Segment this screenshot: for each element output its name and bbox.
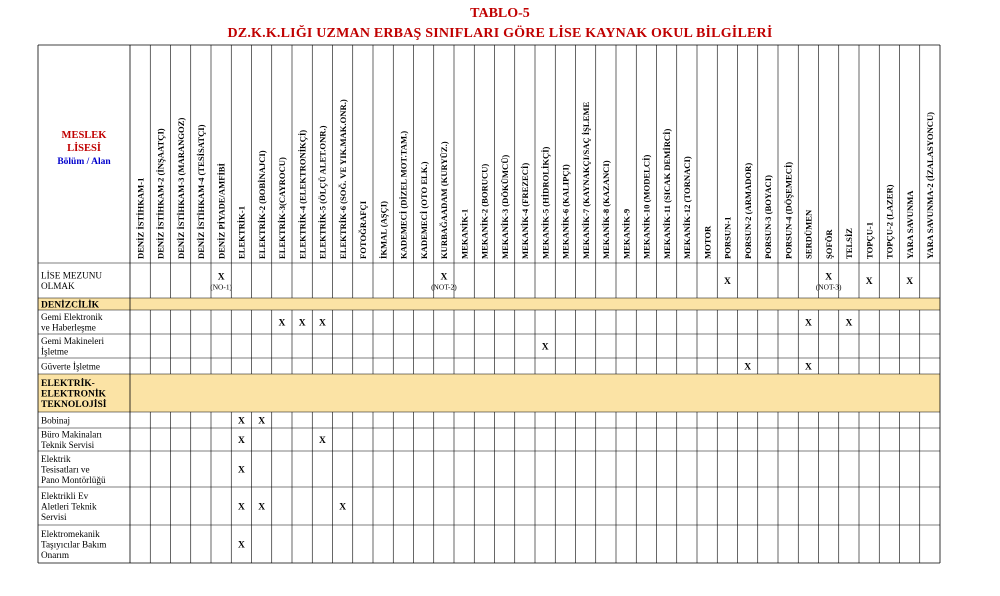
column-header: TOPÇU-2 (LAZER) [884,184,895,259]
column-header: MEKANİK-7 (KAYNAKÇI/SAÇ İŞLEME [580,101,591,259]
column-header: ELEKTRİK-2 (BOBİNAJCI) [256,150,267,259]
column-header: PORSUN-1 [722,216,733,259]
column-header: MEKANİK-1 [459,208,470,259]
mark-x: X [298,318,306,329]
row-label: Elektromekanik [41,528,100,539]
section-fill [38,374,940,412]
mark-x: X [865,277,873,287]
mark-x: X [258,502,266,513]
section-label: TEKNOLOJİSİ [41,399,107,410]
row-label: Gemi Elektronik [41,312,103,322]
column-header: PORSUN-4 (DÖŞEMECİ) [783,161,794,259]
column-header: MEKANİK-4 (FREZECİ) [520,162,531,259]
column-header: ŞOFÖR [823,229,834,259]
row-label: LİSE MEZUNU [41,270,102,281]
row-label: Pano Montörlüğü [41,474,106,485]
row-label: Teknik Servisi [41,440,95,450]
column-header: MOTOR [702,225,713,259]
mark-x: X [217,272,225,283]
mark-x: X [237,416,245,427]
column-header: DENİZ PİYADE/AMFİBİ [216,163,227,259]
table-title: DZ.K.K.LIĞI UZMAN ERBAŞ SINIFLARI GÖRE LİSE KAYNAK OKUL BİLGİLERİ [227,26,773,41]
row-label: Aletleri Teknik [41,501,97,512]
mark-x: X [278,318,286,329]
mark-x: X [723,277,731,287]
mark-x: X [845,318,853,329]
row-label: Bobinaj [41,415,71,426]
column-header: DENİZ İSTİHKAM-4 (TESİSATÇI) [196,124,207,259]
row-label: Gemi Makineleri [41,336,105,346]
mark-x: X [804,362,812,373]
column-header: DENİZ İSTİHKAM-2 (İNŞAATÇI) [155,128,166,259]
mark-x: X [237,465,245,476]
table-number: TABLO-5 [470,6,530,21]
column-header: MEKANİK-3 (DÖKÜMCÜ) [499,154,510,259]
column-header: ELEKTRİK-4 (ELEKTRONİKÇİ) [297,129,308,259]
row-label: Tesisatları ve [41,464,90,475]
column-header: MEKANİK-8 (KAZANCI) [601,160,612,259]
section-fill [38,298,940,310]
column-header: ELEKTRİK-5 (ÖLÇÜ ALET.ONR.) [317,125,328,259]
column-header: KADEMECİ (OTO ELK.) [418,161,429,259]
row-label: Taşıyıcılar Bakım [41,539,107,550]
corner-bolum-alan: Bölüm / Alan [57,157,111,167]
row-label: Elektrik [41,453,71,464]
mark-x: X [825,272,833,283]
column-header: MEKANİK-11 (SICAK DEMİRCİ) [661,128,672,259]
column-header: YARA SAVUNMA [904,190,915,259]
mark-x: X [804,318,812,329]
section-label: ELEKTRİK- [41,378,95,389]
mark-note: (NO-1) [210,282,233,292]
row-label: Servisi [41,511,67,522]
row-label: ve Haberleşme [41,322,96,333]
mark-x: X [906,277,914,287]
row-label: Elektrikli Ev [41,490,89,501]
column-header: İKMAL (AŞÇI) [378,200,389,259]
row-label: İşletme [41,346,69,357]
column-header: FOTOĞRAFÇI [358,200,369,259]
section-label: DENİZCİLİK [41,300,100,311]
column-header: MEKANİK-6 (KALIPÇI) [560,164,571,259]
column-header: TELSİZ [844,227,855,259]
row-label: OLMAK [41,281,75,291]
mark-x: X [339,502,347,513]
column-header: KADEMECİ (DİZEL MOT.TAM.) [398,130,409,259]
mark-x: X [237,502,245,513]
column-header: PORSUN-2 (ARMADOR) [742,162,753,259]
column-header: MEKANİK-2 (BORUCU) [479,163,490,259]
row-label: Büro Makinaları [41,429,102,440]
column-header: MEKANİK-9 [621,208,632,259]
section-label: ELEKTRONİK [41,389,106,400]
column-header: DENİZ İSTİHKAM-1 [135,177,146,259]
column-header: DENİZ İSTİHKAM-3 (MARANGOZ) [175,117,186,259]
mark-x: X [318,318,326,329]
row-label: Güverte İşletme [41,361,100,372]
mark-x: X [237,436,245,446]
mark-x: X [744,362,752,373]
column-header: ELEKTRİK-3(CAYROCU) [277,157,288,259]
column-header: ELEKTRİK-1 [236,205,247,259]
column-header: KURBAĞAADAM (KURYÜZ.) [439,141,450,259]
column-header: TOPÇU-1 [864,221,875,259]
column-header: MEKANİK-12 (TORNACI) [682,156,693,259]
mark-x: X [258,416,266,427]
column-header: ELEKTRİK-6 (SOĞ. VE YIK.MAK.ONR.) [337,99,348,259]
column-header: MEKANİK-10 (MODELCİ) [641,154,652,259]
column-header: SERDÜMEN [803,209,814,259]
mark-x: X [541,342,549,353]
row-label: Onarım [41,549,70,560]
corner-meslek: MESLEK [61,130,107,141]
mark-note: (NOT-2) [431,282,457,292]
corner-lisesi: LİSESİ [67,143,101,154]
column-header: YARA SAVUNMA-2 (İZALASYONCU) [925,111,936,259]
mark-x: X [440,272,448,283]
column-header: MEKANİK-5 (HİDROLİKÇİ) [540,146,551,259]
mark-x: X [237,540,245,551]
mark-x: X [318,436,326,446]
mark-note: (NOT-3) [815,282,842,292]
column-header: PORSUN-3 (BOYACI) [763,175,774,259]
